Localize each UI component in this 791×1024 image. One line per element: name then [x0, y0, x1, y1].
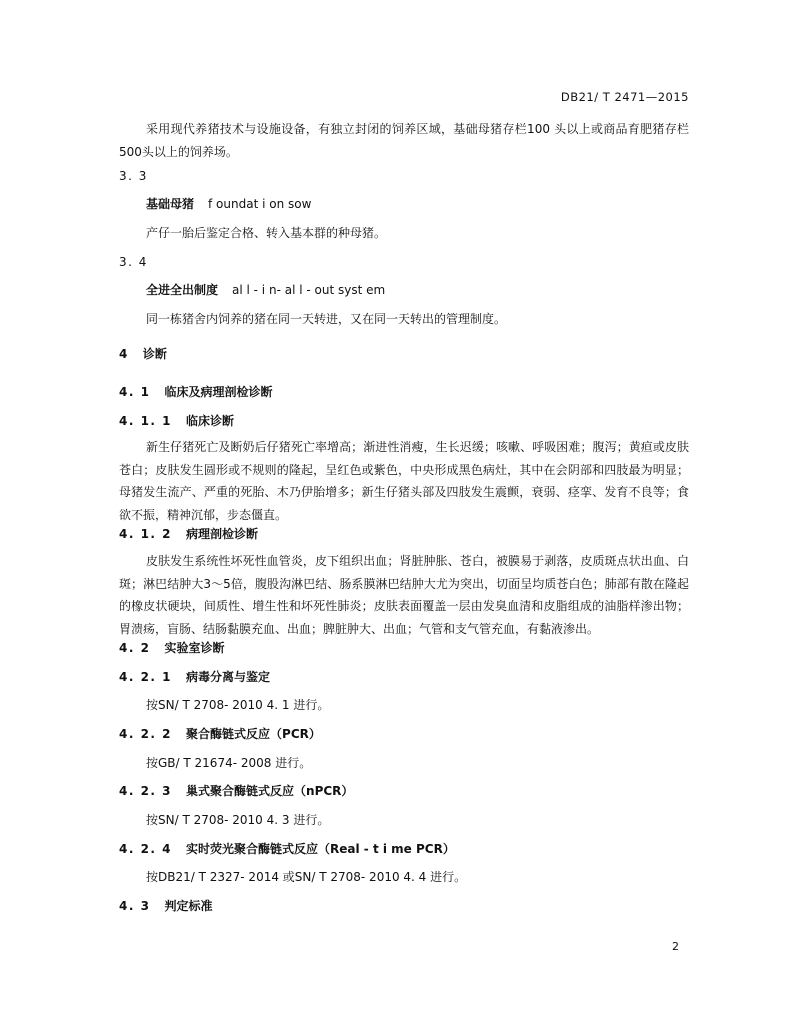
- section-4-1-1-heading: 4. 1. 1 临床诊断: [119, 414, 235, 428]
- standard-code: DB21/ T 2471—2015: [560, 90, 689, 104]
- section-3-3-term: 基础母猪 f oundat i on sow: [146, 197, 312, 211]
- section-4-2-2-heading: 4. 2. 2 聚合酶链式反应（PCR）: [119, 727, 321, 741]
- section-4-1-2-heading: 4. 1. 2 病理剖检诊断: [119, 527, 259, 541]
- section-4-2-3-heading: 4. 2. 3 巢式聚合酶链式反应（nPCR）: [119, 784, 354, 798]
- section-4-1-2-paragraph: 皮肤发生系统性坏死性血管炎，皮下组织出血；肾脏肿胀、苍白，被膜易于剥落，皮质斑点状出血、白斑；淋巴结肿大3～5倍，腹股沟淋巴结、肠系膜淋巴结肿大尤为突出，切面呈均质苍白色；肺部有散在隆起的橡皮状硬块，间质性、增生性和坏死性肺炎；皮肤表面覆盖一层由发臭血清和皮脂组成的油脂样渗出物；胃溃疡，盲肠、结肠黏膜充血、出血；脾脏肿大、出血；气管和支气管充血，有黏液渗出。: [119, 554, 689, 636]
- page-number: 2: [672, 940, 679, 953]
- section-3-4-definition: 同一栋猪舍内饲养的猪在同一天转进，又在同一天转出的管理制度。: [146, 312, 507, 326]
- section-4-1-1-paragraph: 新生仔猪死亡及断奶后仔猪死亡率增高；渐进性消瘦，生长迟缓；咳嗽、呼吸困难；腹泻；黄疸或皮肤苍白；皮肤发生圆形或不规则的隆起，呈红色或紫色，中央形成黑色病灶，其中在会阴部和四肢最为明显；母猪发生流产、严重的死胎、木乃伊胎增多；新生仔猪头部及四肢发生震颤，衰弱、痉挛、发育不良等；食欲不振，精神沉郁，步态僵直。: [119, 440, 689, 522]
- section-4-2-1-text: 按SN/ T 2708- 2010 4. 1 进行。: [146, 698, 330, 712]
- section-4-3-heading: 4. 3 判定标准: [119, 899, 213, 913]
- section-3-3-number: 3. 3: [119, 169, 148, 183]
- section-4-2-1-heading: 4. 2. 1 病毒分离与鉴定: [119, 670, 271, 684]
- section-4-2-heading: 4. 2 实验室诊断: [119, 641, 225, 655]
- section-3-4-term: 全进全出制度 al l - i n- al l - out syst em: [146, 283, 386, 297]
- section-4-2-4-text: 按DB21/ T 2327- 2014 或SN/ T 2708- 2010 4. 4 进行。: [146, 870, 467, 884]
- section-3-3-definition: 产仔一胎后鉴定合格、转入基本群的种母猪。: [146, 226, 387, 240]
- section-4-2-4-heading: 4. 2. 4 实时荧光聚合酶链式反应（Real - t i me PCR）: [119, 842, 455, 856]
- section-4-2-2-text: 按GB/ T 21674- 2008 进行。: [146, 756, 312, 770]
- section-3-4-number: 3. 4: [119, 255, 148, 269]
- intro-paragraph: 采用现代养猪技术与设施设备，有独立封闭的饲养区域，基础母猪存栏100 头以上或商品育肥猪存栏500头以上的饲养场。: [119, 122, 689, 159]
- section-4-1-heading: 4. 1 临床及病理剖检诊断: [119, 385, 273, 399]
- section-4-heading: 4 诊断: [119, 347, 167, 361]
- section-4-2-3-text: 按SN/ T 2708- 2010 4. 3 进行。: [146, 813, 330, 827]
